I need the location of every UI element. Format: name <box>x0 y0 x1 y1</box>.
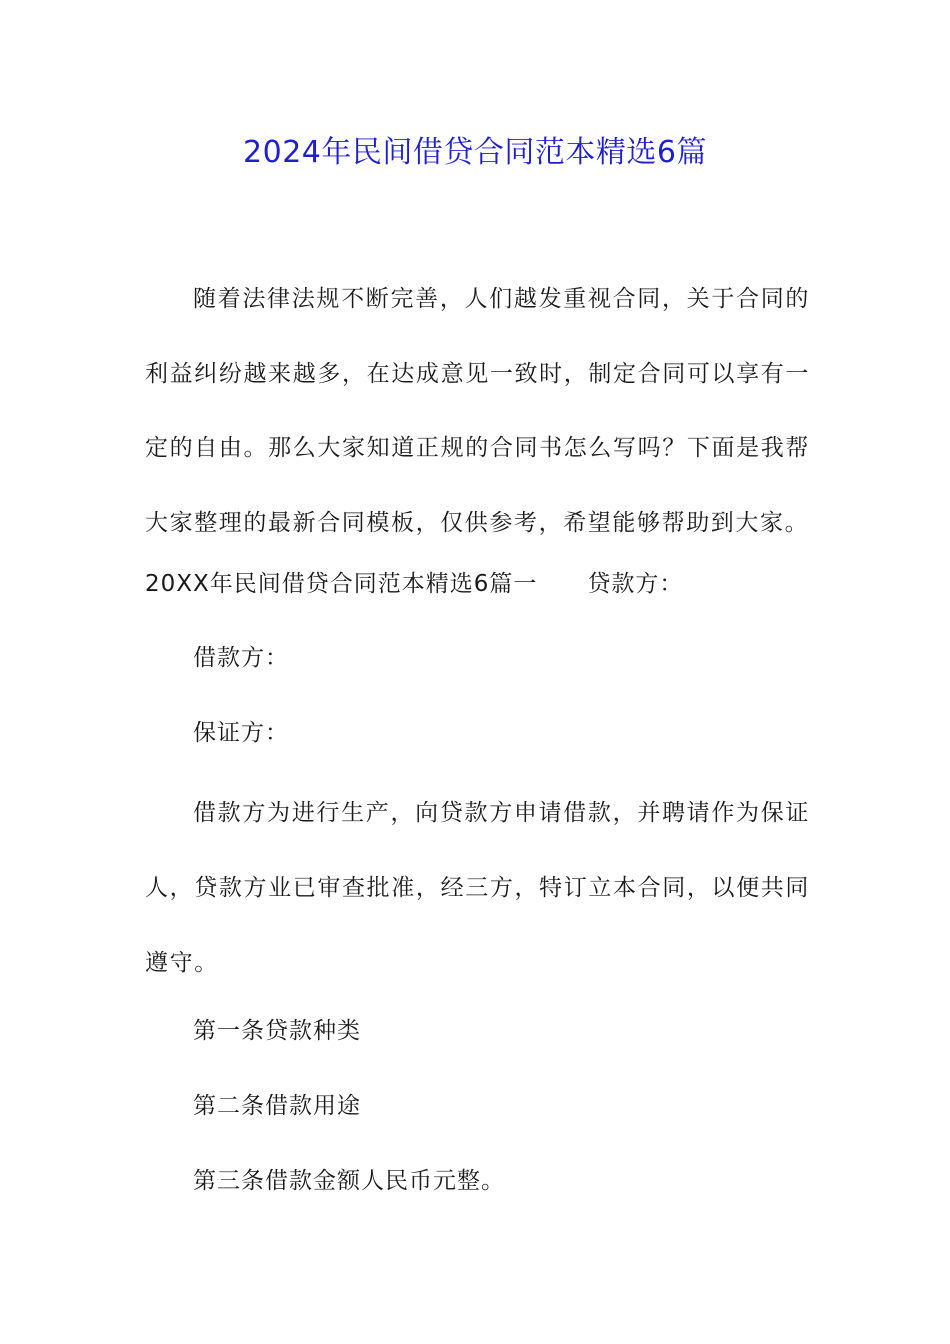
intro-paragraph: 随着法律法规不断完善，人们越发重视合同，关于合同的利益纠纷越来越多，在达成意见一致时，制定合同可以享有一定的自由。那么大家知道正规的合同书怎么写吗？下面是我帮大家整理的最新合同模板，仅供参考，希望能够帮助到大家。 <box>145 286 810 536</box>
guarantor-label: 保证方： <box>193 720 289 746</box>
article-1: 第一条贷款种类 <box>193 1018 361 1044</box>
section-heading: 20XX年民间借贷合同范本精选6篇一 <box>145 571 538 597</box>
article-2: 第二条借款用途 <box>193 1093 361 1119</box>
article-3: 第三条借款金额人民币元整。 <box>193 1168 505 1194</box>
lender-label: 贷款方： <box>587 571 684 597</box>
borrower-label: 借款方： <box>193 645 289 671</box>
document-title: 2024年民间借贷合同范本精选6篇 <box>243 135 707 170</box>
section-heading-line <box>145 564 810 604</box>
body-paragraph: 借款方为进行生产，向贷款方申请借款，并聘请作为保证人，贷款方业已审查批准，经三方，特订立本合同，以便共同遵守。 <box>145 800 810 976</box>
